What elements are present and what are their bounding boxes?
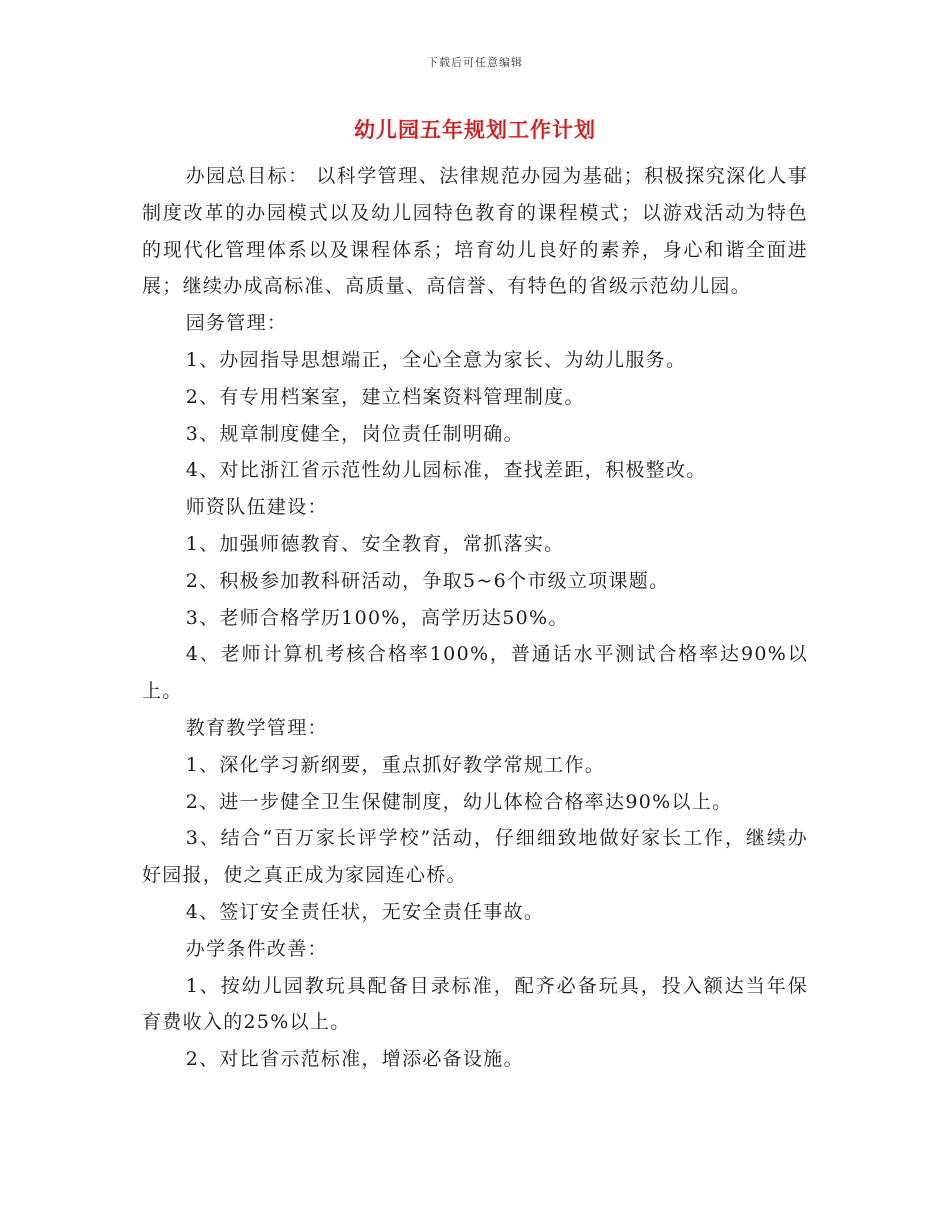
section-heading-conditions: 办学条件改善： [185, 937, 328, 960]
section-heading-admin: 园务管理： [185, 312, 288, 335]
list-item: 1、按幼儿园教玩具配备目录标准，配齐必备玩具，投入额达当年保育费收入的25%以上。 [142, 974, 808, 1034]
list-item: 3、规章制度健全，岗位责任制明确。 [185, 422, 524, 445]
list-item: 2、有专用档案室，建立档案资料管理制度。 [185, 385, 585, 408]
list-item: 1、加强师德教育、安全教育，常抓落实。 [185, 532, 565, 555]
list-item: 2、积极参加教科研活动，争取5~6个市级立项课题。 [185, 569, 670, 592]
list-item: 4、对比浙江省示范性幼儿园标准，查找差距，积极整改。 [185, 459, 707, 482]
list-item: 3、老师合格学历100%，高学历达50%。 [185, 606, 569, 629]
document-body [142, 158, 808, 1078]
list-item: 2、进一步健全卫生保健制度，幼儿体检合格率达90%以上。 [185, 790, 733, 813]
paragraph-goal: 办园总目标： 以科学管理、法律规范办园为基础；积极探究深化人事制度改革的办园模式以及幼儿园特色教育的课程模式；以游戏活动为特色的现代化管理体系以及课程体系；培育幼儿良好的素养，身心和谐全面进展；继续办成高标准、高质量、高信誉、有特色的省级示范幼儿园。 [142, 165, 808, 298]
list-item: 1、办园指导思想端正，全心全意为家长、为幼儿服务。 [185, 348, 687, 371]
document-title: 幼儿园五年规划工作计划 [354, 117, 596, 142]
list-item: 2、对比省示范标准，增添必备设施。 [185, 1048, 524, 1071]
list-item: 1、深化学习新纲要，重点抓好教学常规工作。 [185, 753, 606, 776]
section-heading-teaching: 教育教学管理： [185, 716, 328, 739]
list-item: 4、签订安全责任状，无安全责任事故。 [185, 900, 545, 923]
section-heading-teachers: 师资队伍建设： [185, 496, 328, 519]
list-item: 4、老师计算机考核合格率100%，普通话水平测试合格率达90%以上。 [142, 643, 808, 703]
list-item: 3、结合“百万家长评学校”活动，仔细细致地做好家长工作，继续办好园报，使之真正成为家园连心桥。 [142, 827, 808, 887]
header-note: 下载后可任意编辑 [427, 56, 523, 69]
